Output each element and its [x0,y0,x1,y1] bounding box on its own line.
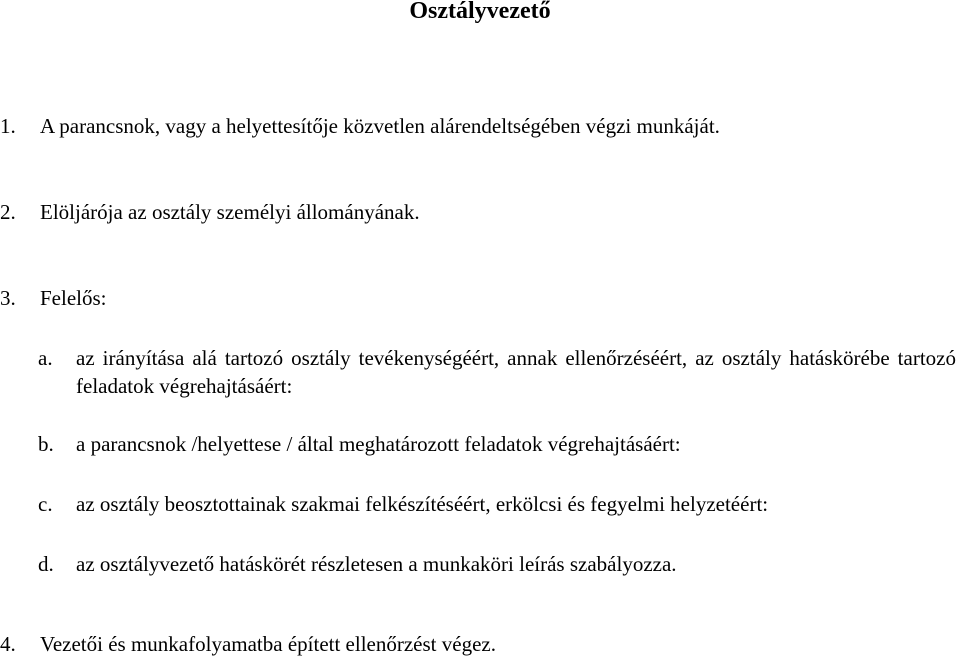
list-item-text: A parancsnok, vagy a helyettesítője közvetlen alárendeltségében végzi munkáját. [40,114,720,138]
list-item-text: Elöljárója az osztály személyi állományának. [40,200,420,224]
list-item-text: Vezetői és munkafolyamatba épített ellenőrzést végez. [40,632,496,656]
document-title: Osztályvezető [409,0,551,24]
sub-item-text: az osztályvezető hatáskörét részletesen a munkaköri leírás szabályozza. [76,552,677,576]
sub-item-letter: b. [38,432,54,456]
list-item-text: Felelős: [40,286,107,310]
list-item-number: 4. [0,632,16,656]
list-item-number: 1. [0,114,16,138]
sub-item-text: az osztály beosztottainak szakmai felkészítéséért, erkölcsi és fegyelmi helyzetéért: [76,492,769,516]
sub-item-letter: d. [38,552,54,576]
list-item-number: 2. [0,200,16,224]
sub-item-text: az irányítása alá tartozó osztály tevékenységéért, annak ellenőrzéséért, az osztály hatáskörébe tartozó feladatok végrehajtásáért: [76,346,956,398]
list-item-number: 3. [0,286,16,310]
sub-item-letter: a. [38,346,53,370]
sub-item-letter: c. [38,492,53,516]
sub-item-text: a parancsnok /helyettese / által meghatározott feladatok végrehajtásáért: [76,432,681,456]
